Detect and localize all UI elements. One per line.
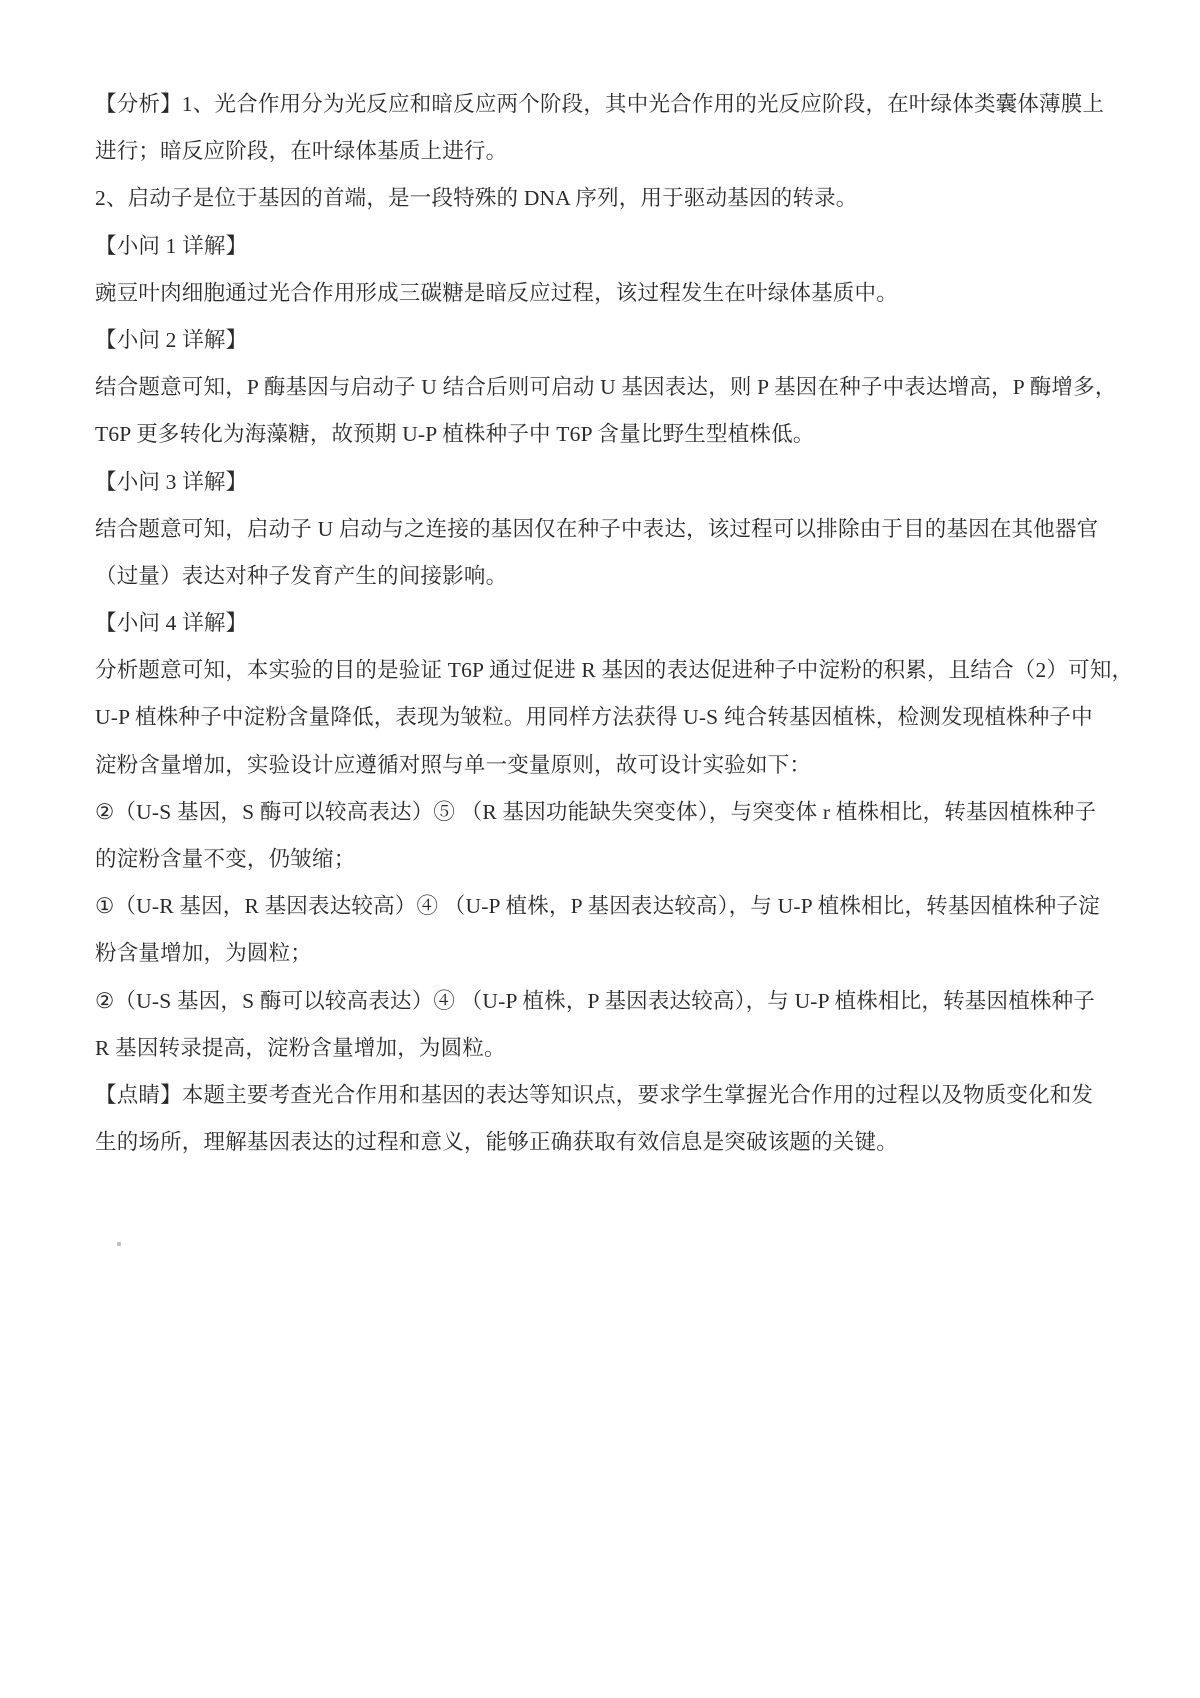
text-line: 的淀粉含量不变，仍皱缩； (95, 847, 356, 871)
text-line: 结合题意可知，P 酶基因与启动子 U 结合后则可启动 U 基因表达，则 P 基因在种子中表达增高，P 酶增多， (95, 375, 1117, 400)
scan-artifact-speck (117, 1242, 121, 1246)
answer-analysis-text-block (95, 81, 1134, 1166)
text-line: 生的场所，理解基因表达的过程和意义，能够正确获取有效信息是突破该题的关键。 (95, 1130, 898, 1155)
section-heading: 【小问 4 详解】 (95, 611, 248, 636)
text-line: 淀粉含量增加，实验设计应遵循对照与单一变量原则，故可设计实验如下： (95, 752, 812, 777)
section-heading: 【小问 1 详解】 (95, 233, 248, 258)
text-line: ②（U-S 基因，S 酶可以较高表达）④ （U-P 植株，P 基因表达较高），与 U-P 植株相比，转基因植株种子 (95, 988, 1096, 1013)
text-line: R 基因转录提高，淀粉含量增加，为圆粒。 (95, 1035, 506, 1060)
text-line: T6P 更多转化为海藻糖，故预期 U-P 植株种子中 T6P 含量比野生型植株低。 (95, 422, 815, 447)
text-line: ①（U-R 基因，R 基因表达较高）④ （U-P 植株，P 基因表达较高），与 U-P 植株相比，转基因植株种子淀 (95, 894, 1100, 919)
text-line: 结合题意可知，启动子 U 启动与之连接的基因仅在种子中表达，该过程可以排除由于目的基因在其他器官 (95, 516, 1099, 541)
text-line: 进行；暗反应阶段，在叶绿体基质上进行。 (95, 139, 508, 164)
text-line: 2、启动子是位于基因的首端，是一段特殊的 DNA 序列，用于驱动基因的转录。 (95, 186, 858, 211)
text-line: 豌豆叶肉细胞通过光合作用形成三碳糖是暗反应过程，该过程发生在叶绿体基质中。 (95, 280, 898, 305)
text-line: 【点睛】本题主要考查光合作用和基因的表达等知识点，要求学生掌握光合作用的过程以及物质变化和发 (95, 1082, 1094, 1107)
text-line: 分析题意可知，本实验的目的是验证 T6P 通过促进 R 基因的表达促进种子中淀粉的积累，且结合（2）可知， (95, 658, 1134, 683)
text-line: （过量）表达对种子发育产生的间接影响。 (95, 563, 508, 588)
section-heading: 【小问 3 详解】 (95, 469, 248, 494)
text-line: 粉含量增加，为圆粒； (95, 941, 313, 966)
section-heading: 【小问 2 详解】 (95, 327, 248, 352)
text-line: 【分析】1、光合作用分为光反应和暗反应两个阶段，其中光合作用的光反应阶段，在叶绿体类囊体薄膜上 (95, 92, 1105, 116)
text-line: U-P 植株种子中淀粉含量降低，表现为皱粒。用同样方法获得 U-S 纯合转基因植株，检测发现植株种子中 (95, 705, 1093, 730)
text-line: ②（U-S 基因，S 酶可以较高表达）⑤ （R 基因功能缺失突变体），与突变体 r 植株相比，转基因植株种子 (95, 799, 1097, 824)
